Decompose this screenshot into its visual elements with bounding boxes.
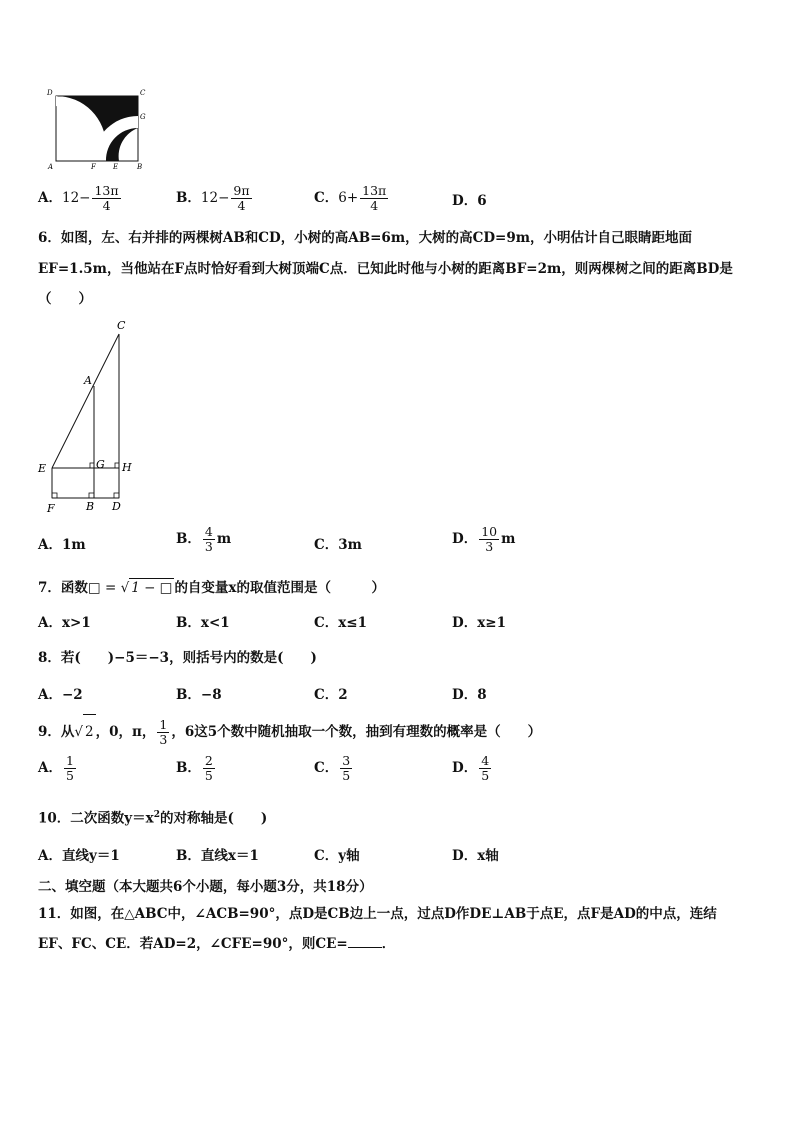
fraction: $\frac{4}{5}$ — [481, 753, 490, 783]
fig6-label: H — [122, 461, 132, 474]
fig5-label: G — [140, 113, 146, 121]
fraction: $\frac{13\pi}{4}$ — [94, 183, 119, 213]
q6-figure — [34, 316, 144, 516]
fig5-label: E — [113, 163, 119, 171]
q7-option-b[interactable]: B．x<1 — [176, 615, 230, 631]
q7-option-a[interactable]: A．x>1 — [38, 615, 91, 631]
q8-option-a[interactable]: A．−2 — [38, 687, 83, 703]
fig5-label: F — [91, 163, 96, 171]
q10-option-b[interactable]: B．直线x＝1 — [176, 848, 259, 864]
fig6-label: D — [112, 500, 121, 513]
q7-option-c[interactable]: C．x≤1 — [314, 615, 367, 631]
q9-question: 9．从√ 2 ，0，π， $\frac{1}{3}$ ，6这5个数中随机抽取一个数，抽到有理数的概率是（ ） — [38, 714, 541, 748]
fraction: $\frac{13\pi}{4}$ — [362, 183, 387, 213]
q7-option-d[interactable]: D．x≥1 — [452, 615, 506, 631]
fraction: $\frac{2}{5}$ — [204, 753, 213, 783]
q9-option-b[interactable]: B． $\frac{2}{5}$ — [176, 753, 213, 783]
answer-blank[interactable] — [348, 935, 382, 948]
q5-option-c[interactable]: C．6+ $\frac{13\pi}{4}$ — [314, 183, 387, 213]
fig5-label: B — [137, 163, 143, 171]
fraction: $\frac{4}{3}$ — [204, 524, 213, 554]
fraction: $\frac{10}{3}$ — [481, 524, 498, 554]
q8-question: 8．若( )−5＝−3，则括号内的数是( ) — [38, 650, 317, 666]
q10-option-c[interactable]: C．y轴 — [314, 848, 360, 864]
q6-line-3: （ ） — [38, 291, 92, 307]
fig6-label: A — [84, 374, 92, 387]
q9-option-c[interactable]: C． $\frac{3}{5}$ — [314, 753, 351, 783]
q6-option-c[interactable]: C．3m — [314, 537, 362, 553]
q11-line-1: 11．如图，在△ABC中，∠ACB=90°，点D是CB边上一点，过点D作DE⊥AB于点E，点F是AD的中点，连结 — [38, 906, 717, 922]
fraction: $\frac{3}{5}$ — [342, 753, 351, 783]
fraction: $\frac{1}{5}$ — [65, 753, 74, 783]
q8-option-d[interactable]: D．8 — [452, 687, 487, 703]
q11-line-2: EF、FC、CE．若AD=2，∠CFE=90°，则CE= ． — [38, 936, 396, 952]
fig6-label: C — [117, 319, 126, 332]
q8-option-c[interactable]: C．2 — [314, 687, 348, 703]
fig5-label: A — [48, 163, 54, 171]
q10-option-d[interactable]: D．x轴 — [452, 848, 499, 864]
fig6-label: F — [47, 502, 55, 515]
fig6-label: B — [86, 500, 95, 513]
q9-option-d[interactable]: D． $\frac{4}{5}$ — [452, 753, 490, 783]
fraction: $\frac{9\pi}{4}$ — [233, 183, 250, 213]
fig5-label: D — [47, 89, 53, 97]
q6-option-a[interactable]: A．1m — [38, 537, 86, 553]
q5-option-d[interactable]: D．6 — [452, 193, 487, 209]
fig6-label: E — [38, 462, 47, 475]
q5-option-a[interactable]: A．12− $\frac{13\pi}{4}$ — [38, 183, 119, 213]
q6-line-1: 6．如图，左、右并排的两棵树AB和CD，小树的高AB=6m，大树的高CD=9m，小明估计自己眼睛距地面 — [38, 230, 693, 246]
q5-figure — [44, 86, 154, 176]
q8-option-b[interactable]: B．−8 — [176, 687, 222, 703]
q6-option-d[interactable]: D． $\frac{10}{3}$ m — [452, 524, 516, 554]
q5-option-b[interactable]: B．12− $\frac{9\pi}{4}$ — [176, 183, 250, 213]
q6-option-b[interactable]: B． $\frac{4}{3}$ m — [176, 524, 232, 554]
fig5-label: C — [140, 89, 146, 97]
fraction: $\frac{1}{3}$ — [159, 717, 168, 747]
q7-question: 7．函数□ = √ 1 − □ 的自变量x的取值范围是（ ） — [38, 580, 385, 596]
q6-line-2: EF=1.5m，当他站在F点时恰好看到大树顶端C点．已知此时他与小树的距离BF=2m，则两棵树之间的距离BD是 — [38, 261, 733, 277]
q10-question: 10．二次函数$y=x^2$的对称轴是( ) — [38, 810, 268, 827]
section-heading: 二、填空题（本大题共6个小题，每小题3分，共18分） — [38, 879, 373, 895]
fig6-label: G — [96, 458, 105, 471]
q9-option-a[interactable]: A． $\frac{1}{5}$ — [38, 753, 74, 783]
q10-option-a[interactable]: A．直线y＝1 — [38, 848, 120, 864]
